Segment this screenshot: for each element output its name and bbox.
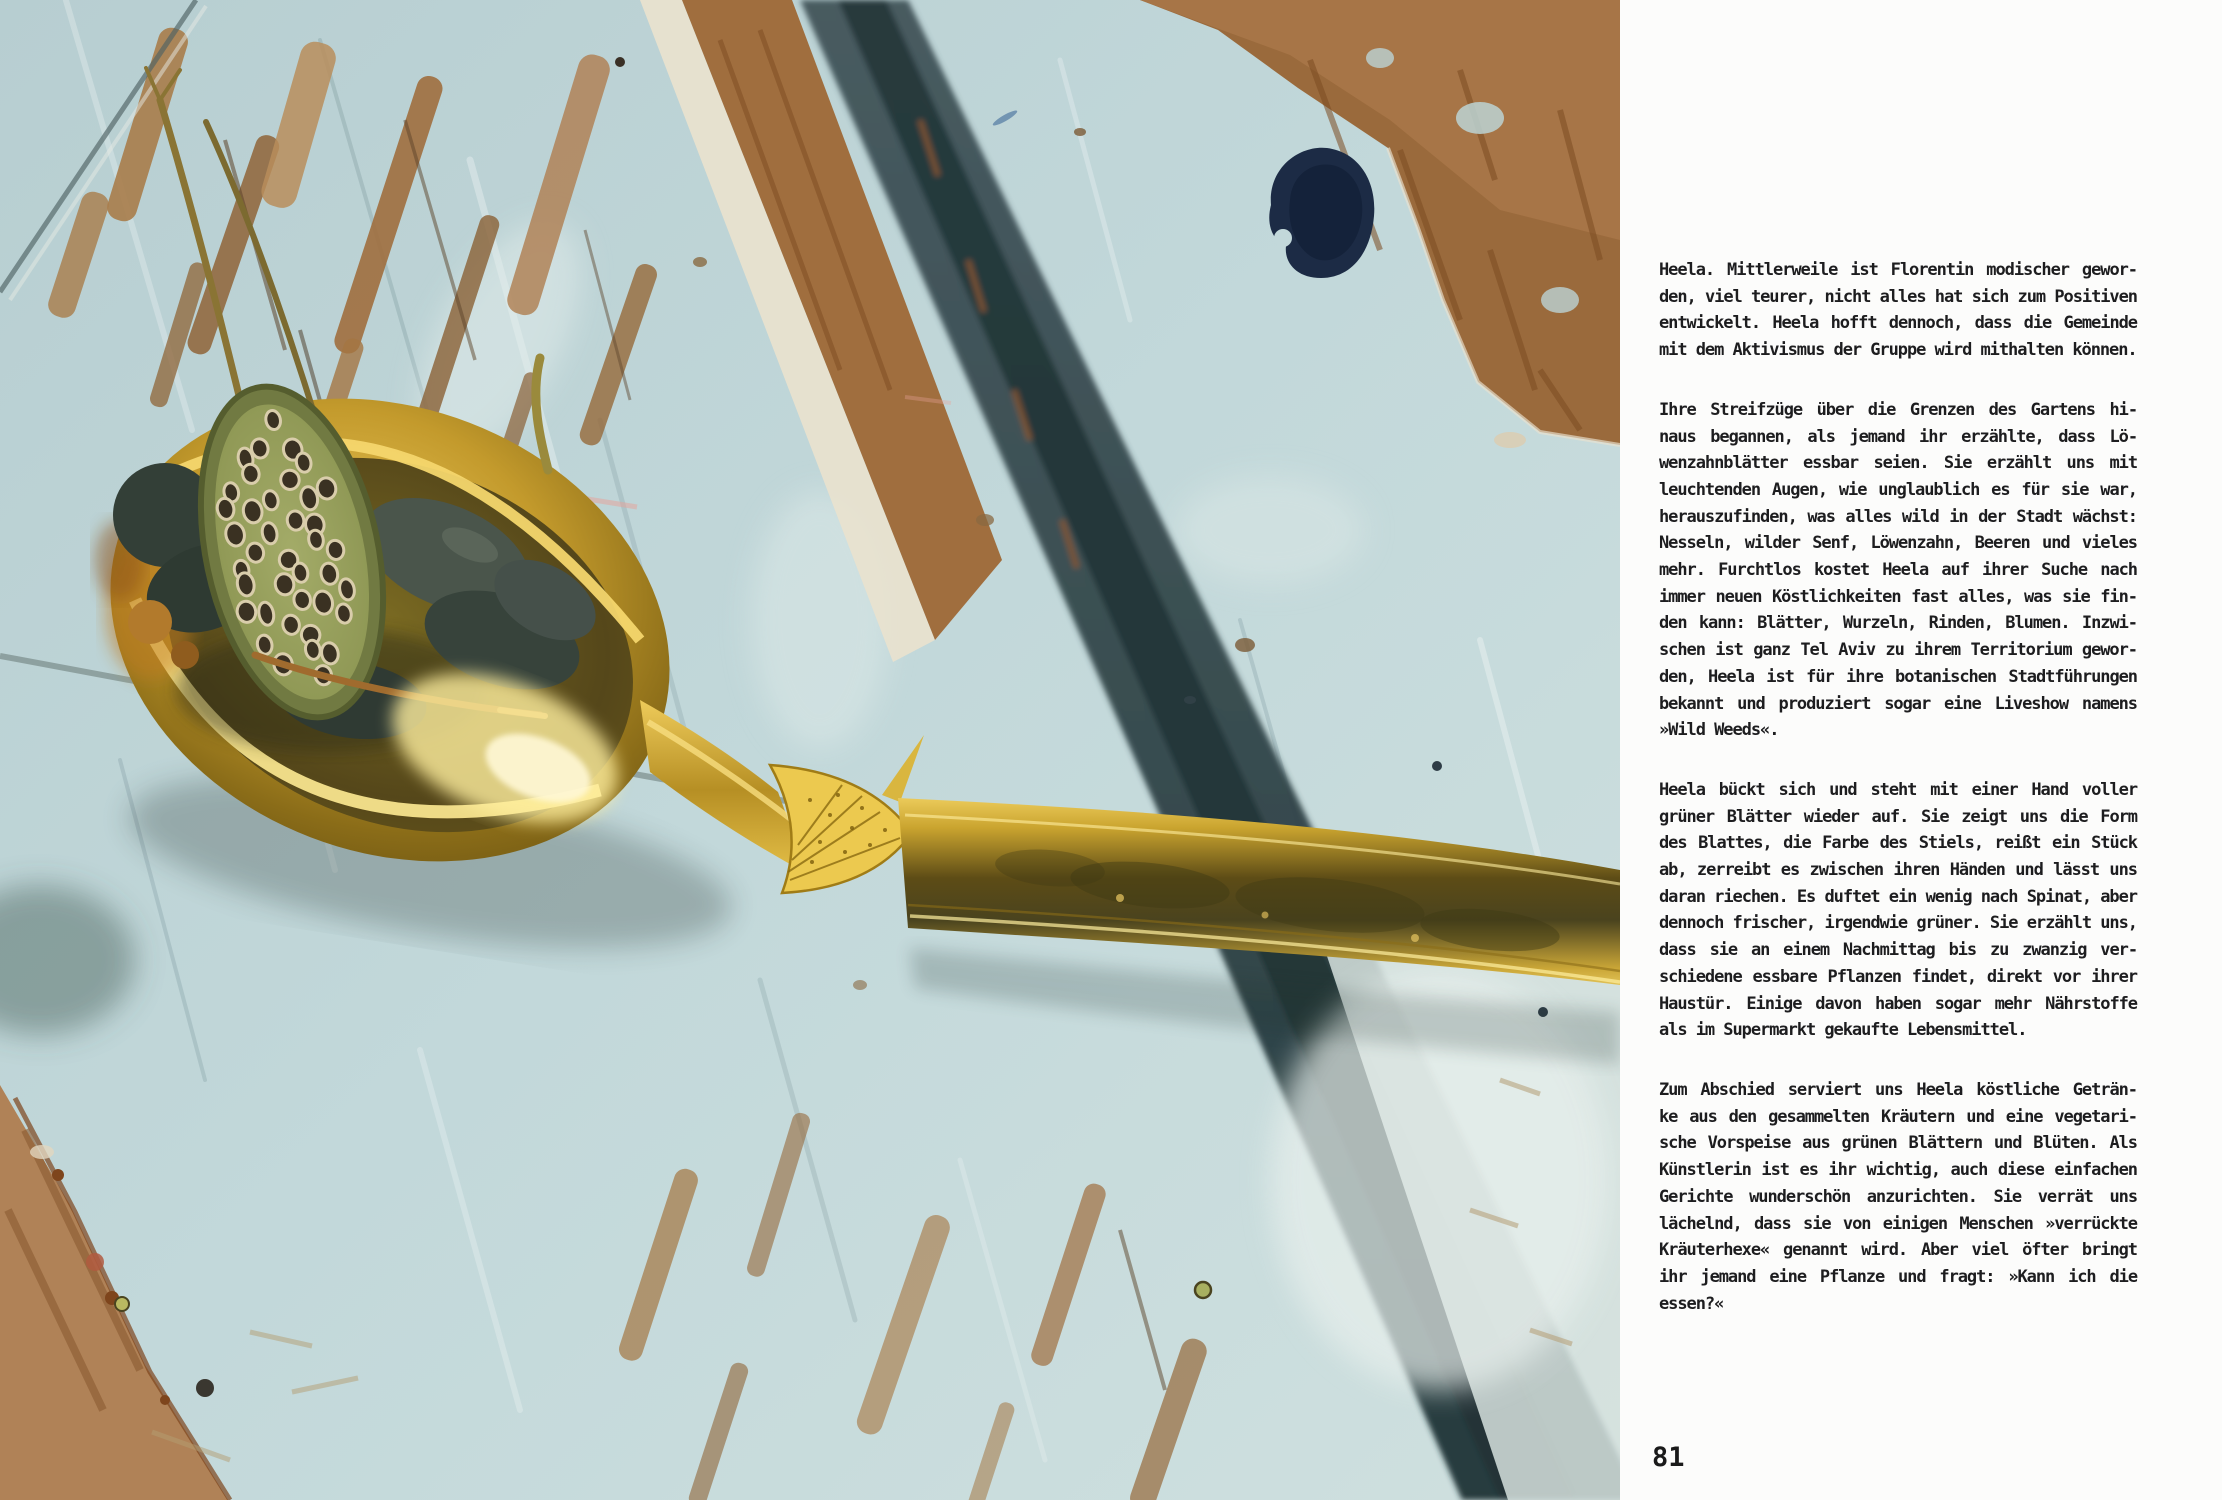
text-line: ke aus den gesammelten Kräutern und eine vegetari- <box>1659 1106 2137 1127</box>
paragraph <box>1659 777 2137 1044</box>
text-line: Künstlerin ist es ihr wichtig, auch diese einfachen <box>1659 1160 2137 1181</box>
text-line: schen ist ganz Tel Aviv zu ihrem Territorium gewor- <box>1659 640 2137 661</box>
text-page <box>1620 0 2222 1500</box>
text-line: Heela. Mittlerweile ist Florentin modischer gewor- <box>1659 260 2137 280</box>
text-line: Kräuterhexe« genannt wird. Aber viel öfter bringt <box>1659 1240 2137 1261</box>
text-line: Gerichte wunderschön anzurichten. Sie verrät uns <box>1659 1186 2137 1207</box>
text-line: Ihre Streifzüge über die Grenzen des Gartens hi- <box>1659 399 2137 420</box>
text-line: schiedene essbare Pflanzen findet, direkt vor ihrer <box>1659 966 2137 987</box>
text-line: des Blattes, die Farbe des Stiels, reißt ein Stück <box>1659 833 2137 854</box>
text-line: grüner Blätter wieder auf. Sie zeigt uns die Form <box>1659 806 2137 827</box>
text-line: essen?« <box>1659 1293 1724 1314</box>
text-line: den, Heela ist für ihre botanischen Stadtführungen <box>1659 666 2137 687</box>
text-line: Haustür. Einige davon haben sogar mehr Nährstoffe <box>1659 993 2137 1014</box>
text-line: den kann: Blätter, Wurzeln, Rinden, Blumen. Inzwi- <box>1659 613 2137 634</box>
text-line: dennoch frischer, irgendwie grüner. Sie erzählt uns, <box>1659 913 2137 934</box>
text-line: immer neuen Köstlichkeiten fast alles, was sie fin- <box>1659 586 2137 607</box>
text-line: naus begannen, als jemand ihr erzählte, dass Lö- <box>1659 426 2137 447</box>
text-line: herauszufinden, was alles wild in der Stadt wächst: <box>1659 506 2137 527</box>
paragraph <box>1659 1077 2137 1317</box>
text-line: leuchtenden Augen, wie unglaublich es für sie war, <box>1659 479 2137 500</box>
text-line: mehr. Furchtlos kostet Heela auf ihrer Suche nach <box>1659 560 2137 581</box>
text-line: bekannt und produziert sogar eine Liveshow namens <box>1659 693 2137 714</box>
text-line: mit dem Aktivismus der Gruppe wird mithalten können. <box>1659 340 2137 361</box>
page-number: 81 <box>1652 1442 1685 1473</box>
text-line: Nesseln, wilder Senf, Löwenzahn, Beeren und vieles <box>1659 533 2137 554</box>
text-line: wenzahnblätter essbar seien. Sie erzählt uns mit <box>1659 453 2137 474</box>
text-line: lächelnd, dass sie von einigen Menschen »verrückte <box>1659 1213 2137 1234</box>
paragraph <box>1659 397 2137 744</box>
text-line: dass sie an einem Nachmittag bis zu zwanzig ver- <box>1659 940 2137 961</box>
text-line: den, viel teurer, nicht alles hat sich zum Positiven <box>1659 286 2137 307</box>
text-line: ihr jemand eine Pflanze und fragt: »Kann ich die <box>1659 1266 2137 1287</box>
text-line: »Wild Weeds«. <box>1659 720 1779 741</box>
text-line: entwickelt. Heela hofft dennoch, dass die Gemeinde <box>1659 313 2137 334</box>
text-line: Zum Abschied serviert uns Heela köstliche Geträn- <box>1659 1079 2137 1100</box>
article-text <box>1659 257 2137 1317</box>
text-line: daran riechen. Es duftet ein wenig nach Spinat, aber <box>1659 886 2137 907</box>
text-line: ab, zerreibt es zwischen ihren Händen und lässt uns <box>1659 860 2137 881</box>
text-line: als im Supermarkt gekaufte Lebensmittel. <box>1659 1020 2027 1041</box>
paragraph <box>1659 257 2137 364</box>
text-line: Heela bückt sich und steht mit einer Hand voller <box>1659 779 2137 800</box>
text-line: sche Vorspeise aus grünen Blättern und Blüten. Als <box>1659 1133 2137 1154</box>
